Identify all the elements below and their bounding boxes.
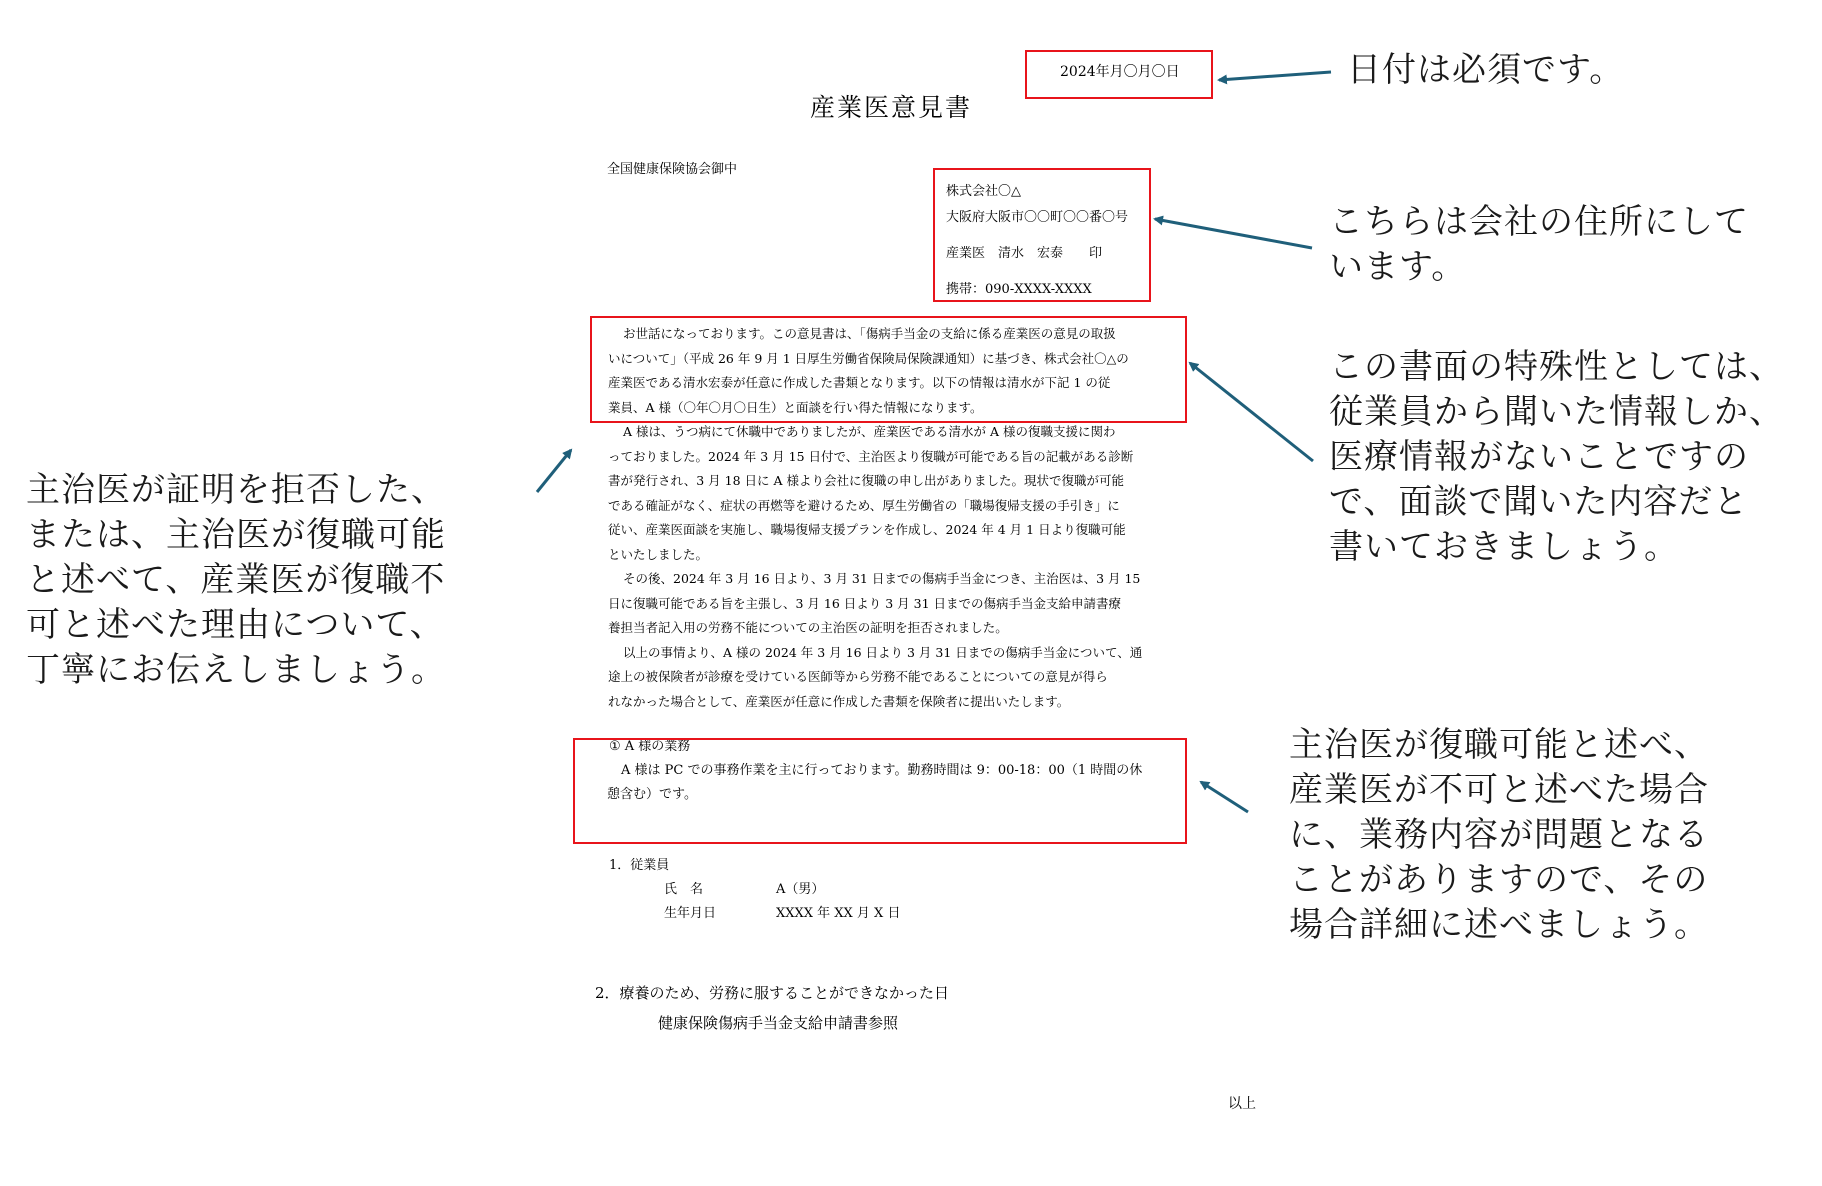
- closing-mark: 以上: [1228, 1096, 1256, 1112]
- note-line: 主治医が復職可能と述べ、: [1289, 725, 1709, 765]
- note-line: 日付は必須です。: [1347, 50, 1625, 90]
- intro-line: 産業医である清水宏泰が任意に作成した書類となります。以下の情報は清水が下記 1 の従: [608, 375, 1111, 390]
- employee-dob-label: 生年月日: [664, 906, 717, 921]
- body-line: れなかった場合として、産業医が任意に作成した書類を保険者に提出いたします。: [608, 693, 1070, 709]
- intro-line: いについて」（平成 26 年 9 月 1 日厚生労働省保険局保険課通知）に基づき、株式会社〇△の: [608, 350, 1129, 366]
- note-line: で、面談で聞いた内容だと: [1329, 482, 1749, 522]
- special-note: [1329, 345, 1784, 570]
- date-note: [1347, 48, 1624, 93]
- employee-name-value: A（男）: [776, 882, 825, 897]
- body-line: 途上の被保険者が診療を受けている医師等から労務不能であることについての意見が得ら: [608, 669, 1108, 684]
- section-work-line: 憩含む）です。: [607, 787, 697, 802]
- intro-line: お世話になっております。この意見書は、「傷病手当金の支給に係る産業医の意見の取扱: [623, 326, 1116, 341]
- intro-highlight-box: [590, 316, 1187, 423]
- note-line: 場合詳細に述べましょう。: [1289, 905, 1709, 945]
- work-highlight-box: [573, 738, 1187, 844]
- date-highlight-box: [1025, 50, 1213, 99]
- section-absence: [595, 978, 949, 1038]
- refusal-arrow: [537, 450, 571, 492]
- body-line: 従い、産業医面談を実施し、職場復帰支援プランを作成し、2024 年 4 月 1 日より復職可能: [608, 522, 1126, 537]
- employee-block: [609, 854, 900, 926]
- body-line: 日に復職可能である旨を主張し、3 月 16 日より 3 月 31 日までの傷病手当金支給申請書療: [608, 595, 1122, 611]
- note-line: 丁寧にお伝えしましょう。: [26, 650, 446, 690]
- addressee: 全国健康保険協会御中: [607, 162, 738, 177]
- document-date: 2024年月〇月〇日: [1060, 64, 1180, 80]
- note-line: 産業医が不可と述べた場合: [1289, 770, 1709, 810]
- sender-company: 株式会社〇△: [946, 184, 1021, 199]
- address-note: [1329, 200, 1749, 290]
- work-note: [1289, 723, 1709, 948]
- intro-line: 業員、A 様（〇年〇月〇日生）と面談を行い得た情報になります。: [608, 399, 983, 415]
- note-line: この書面の特殊性としては、: [1329, 347, 1784, 387]
- body-line: である確証がなく、症状の再燃等を避けるため、厚生労働省の「職場復帰支援の手引き」に: [608, 497, 1120, 513]
- body-line: 養担当者記入用の労務不能についての主治医の証明を拒否されました。: [608, 620, 1008, 635]
- note-line: います。: [1329, 247, 1467, 287]
- date-arrow: [1219, 72, 1331, 80]
- employee-heading: 1．従業員: [609, 858, 670, 873]
- note-line: 従業員から聞いた情報しか、: [1329, 392, 1784, 432]
- note-line: 医療情報がないことですの: [1329, 437, 1749, 477]
- document-title: 産業医意見書: [810, 93, 973, 122]
- sender-highlight-box: [933, 168, 1151, 302]
- section-work-line: A 様は PC での事務作業を主に行っております。勤務時間は 9：00-18：00（1 時間の休: [621, 763, 1143, 778]
- section-absence-heading: 2．療養のため、労務に服することができなかった日: [595, 984, 949, 1002]
- note-line: または、主治医が復職可能: [26, 515, 446, 555]
- special-arrow: [1190, 363, 1313, 461]
- note-line: 主治医が証明を拒否した、: [26, 470, 446, 510]
- body-line: その後、2024 年 3 月 16 日より、3 月 31 日までの傷病手当金につき、主治医は、3 月 15: [623, 571, 1141, 586]
- sender-address: 大阪府大阪市〇〇町〇〇番〇号: [946, 210, 1129, 225]
- body-line: といたしました。: [608, 546, 709, 562]
- note-line: 可と述べた理由について、: [26, 605, 445, 645]
- body-line: 以上の事情より、A 様の 2024 年 3 月 16 日より 3 月 31 日までの傷病手当金について、通: [623, 644, 1143, 660]
- address-arrow: [1155, 219, 1312, 248]
- sender-phone: 携帯：090-XXXX-XXXX: [946, 282, 1092, 297]
- note-line: こちらは会社の住所にして: [1329, 202, 1749, 242]
- employee-dob-value: XXXX 年 XX 月 X 日: [776, 906, 901, 921]
- body-line: 書が発行され、3 月 18 日に A 様より会社に復職の申し出がありました。現状で復職が可能: [608, 473, 1125, 488]
- section-work-heading: ① A 様の業務: [609, 739, 691, 754]
- note-line: と述べて、産業医が復職不: [26, 560, 446, 600]
- body-line: A 様は、うつ病にて休職中でありましたが、産業医である清水が A 様の復職支援に関わ: [623, 424, 1116, 439]
- note-line: ことがありますので、その: [1289, 860, 1709, 900]
- work-arrow: [1201, 782, 1248, 812]
- note-line: に、業務内容が問題となる: [1289, 815, 1709, 855]
- refusal-note: [26, 468, 446, 693]
- employee-name-label: 氏 名: [664, 882, 704, 897]
- sender-doctor: 産業医 清水 宏泰 印: [946, 246, 1103, 261]
- background-paragraph: [608, 420, 1180, 714]
- note-line: 書いておきましょう。: [1329, 527, 1679, 567]
- body-line: っておりました。2024 年 3 月 15 日付で、主治医より復職が可能である旨の記載がある診断: [608, 448, 1134, 464]
- section-absence-body: 健康保険傷病手当金支給申請書参照: [658, 1014, 899, 1032]
